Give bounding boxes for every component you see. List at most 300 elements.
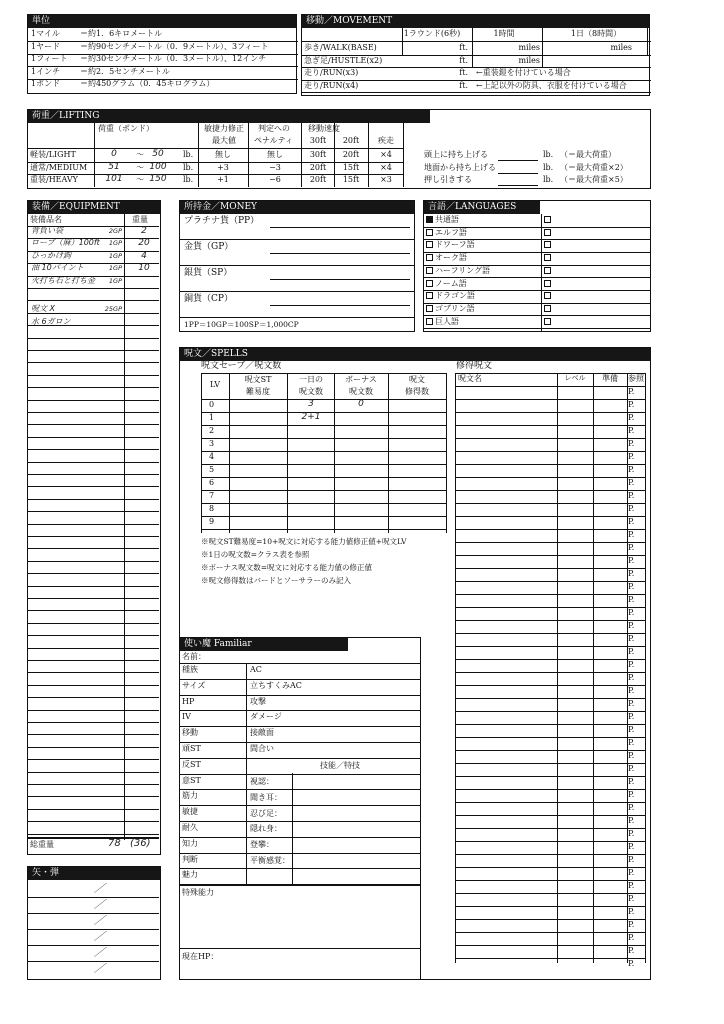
known-row-line <box>455 412 645 413</box>
equipment-row-line <box>28 536 159 537</box>
movement-row-line <box>302 92 651 93</box>
spell-row-line <box>201 464 446 465</box>
lifting-speed30-value: 20ft <box>309 162 327 172</box>
known-page-ref: P. <box>628 517 635 526</box>
equipment-header: 装備／EQUIPMENT <box>28 201 160 214</box>
equipment-item-weight: 20 <box>138 238 150 249</box>
familiar-row-line <box>180 774 420 775</box>
equipment-item-price: 1GP <box>108 264 122 273</box>
known-row-line <box>455 503 645 504</box>
familiar-stat-label: IV <box>182 712 191 722</box>
language-name: ノーム語 <box>435 278 467 288</box>
familiar-combat-label: 攻撃 <box>250 696 266 706</box>
equipment-item-weight: 2 <box>141 226 147 236</box>
language-checkbox[interactable] <box>426 254 433 261</box>
language-name: ゴブリン語 <box>435 303 475 313</box>
equipment-item-weight: 10 <box>138 263 150 274</box>
known-page-ref: P. <box>628 400 635 409</box>
lifting-row-label: 軽装/LIGHT <box>30 150 76 159</box>
language-checkbox[interactable] <box>426 241 433 248</box>
lifting-speed-run: 疾走 <box>378 136 394 145</box>
lifting-speed20-value: 15ft <box>342 162 360 172</box>
lift-action-label: 地面から持ち上げる <box>424 162 496 172</box>
equipment-item-price: 1GP <box>108 276 122 285</box>
money-fill-line <box>270 279 410 280</box>
equipment-row-line <box>28 821 159 822</box>
equipment-row-line <box>28 573 159 574</box>
known-col-prep: 準備 <box>602 374 618 383</box>
spell-col-perday: 一日の <box>299 375 323 384</box>
known-page-ref: P. <box>628 907 635 916</box>
known-page-ref: P. <box>628 738 635 747</box>
language-checkbox[interactable] <box>544 254 551 261</box>
movement-panel <box>301 14 650 96</box>
known-row-line <box>455 841 645 842</box>
equipment-row-line <box>28 486 159 487</box>
movement-col-round: 1ラウンド(6秒) <box>403 29 461 38</box>
lifting-row-label: 通常/MEDIUM <box>30 162 88 172</box>
lifting-col-line <box>368 123 369 187</box>
unit-conversion: ＝約2．5センチメートル <box>80 66 170 76</box>
known-page-ref: P. <box>628 595 635 604</box>
spell-perday-value: 3 <box>308 399 314 409</box>
spell-row-line <box>201 451 446 452</box>
lifting-penalty-value: −6 <box>269 175 281 184</box>
equipment-row-line <box>28 610 159 611</box>
familiar-combat-label: ダメージ <box>250 712 282 722</box>
language-row-line <box>424 328 650 329</box>
equipment-total-value: 78 <box>108 838 121 849</box>
known-page-ref: P. <box>628 452 635 461</box>
spell-col-known: 呪文 <box>409 375 425 384</box>
familiar-row-line <box>180 663 420 664</box>
equipment-item-price: 25GP <box>104 305 122 314</box>
known-row-line <box>455 854 645 855</box>
lifting-col-line <box>334 123 335 187</box>
known-row-line <box>455 698 645 699</box>
language-checkbox[interactable] <box>426 267 433 274</box>
equipment-row-line <box>28 784 159 785</box>
known-row-line <box>455 958 645 959</box>
lifting-min-weight: 51 <box>108 161 120 172</box>
spell-col-perday-2: 呪文数 <box>299 387 323 396</box>
language-checkbox[interactable] <box>426 318 433 325</box>
known-row-line <box>455 724 645 725</box>
spell-note: ※1日の呪文数=クラス表を参照 <box>201 550 310 559</box>
spell-row-line <box>201 490 446 491</box>
known-row-line <box>455 581 645 582</box>
language-checkbox[interactable] <box>544 241 551 248</box>
language-checkbox[interactable] <box>426 280 433 287</box>
known-row-line <box>455 867 645 868</box>
movement-armor-note: ←上記以外の防具、衣服を付けている場合 <box>476 80 627 90</box>
known-row-line <box>455 789 645 790</box>
movement-miles-unit: miles <box>518 43 540 52</box>
known-page-ref: P. <box>628 764 635 773</box>
familiar-name-label: 名前： <box>182 652 206 661</box>
equipment-row-line <box>28 685 159 686</box>
familiar-stat-label: 移動 <box>182 728 198 738</box>
equipment-item-name: 水 6ガロン <box>31 316 71 326</box>
known-page-ref: P. <box>628 647 635 656</box>
equipment-row-line <box>28 834 159 835</box>
equipment-item-price: 1GP <box>108 251 122 260</box>
known-row-line <box>455 893 645 894</box>
equipment-row-line <box>28 598 159 599</box>
lifting-max-weight: 100 <box>149 161 167 172</box>
familiar-skill-label: 聞き耳： <box>250 792 282 802</box>
familiar-combat-label: AC <box>250 665 262 674</box>
known-page-ref: P. <box>628 725 635 734</box>
language-checkbox[interactable] <box>426 305 433 312</box>
familiar-skill-label: 隠れ身： <box>250 824 282 834</box>
movement-row-label: 走り/RUN(x4) <box>304 80 359 90</box>
known-row-line <box>455 711 645 712</box>
known-row-line <box>455 490 645 491</box>
movement-miles-unit: miles <box>610 43 632 52</box>
known-page-ref: P. <box>628 543 635 552</box>
lifting-run-value: ×3 <box>380 175 392 184</box>
known-row-line <box>455 919 645 920</box>
known-row-line <box>455 776 645 777</box>
equipment-row-line <box>28 635 159 636</box>
equipment-item-name: 火打ち石と打ち金 <box>31 275 95 285</box>
known-row-line <box>455 607 645 608</box>
known-col-line <box>455 373 456 963</box>
known-row-line <box>455 568 645 569</box>
familiar-row-line <box>180 868 420 869</box>
lift-action-label: 頭上に持ち上げる <box>424 150 488 159</box>
spell-table-col <box>287 373 288 533</box>
known-row-line <box>455 542 645 543</box>
familiar-stat-label: 反ST <box>182 759 201 769</box>
known-page-ref: P. <box>628 608 635 617</box>
language-name: ハーフリング語 <box>435 265 491 275</box>
equipment-col-name: 装備品名 <box>30 215 62 224</box>
known-row-line <box>455 594 645 595</box>
known-page-ref: P. <box>628 465 635 474</box>
language-row-line <box>424 277 650 278</box>
known-row-line <box>455 451 645 452</box>
ammo-panel <box>27 866 161 980</box>
spell-bonus-value: 0 <box>358 399 364 409</box>
spell-level-label: 0 <box>209 400 215 409</box>
known-row-line <box>455 425 645 426</box>
spell-table-col <box>446 373 447 533</box>
known-row-line <box>455 672 645 673</box>
equipment-panel <box>27 200 161 855</box>
unit-name: 1ヤード <box>31 41 61 51</box>
known-page-ref: P. <box>628 855 635 864</box>
lifting-speed20-value: 15ft <box>342 175 360 184</box>
known-col-ref: 参照 <box>628 374 644 383</box>
lifting-col-penalty-2: ペナルティ <box>254 136 293 145</box>
spell-table-header-line <box>201 399 446 400</box>
language-name: 巨人語 <box>435 316 459 326</box>
equipment-row-line <box>28 375 159 376</box>
equipment-row-line <box>28 437 159 438</box>
spell-row-line <box>201 412 446 413</box>
lifting-dex-value: +3 <box>217 162 229 172</box>
equipment-row-line <box>28 710 159 711</box>
lifting-dex-value: +1 <box>217 175 229 184</box>
lift-lb-unit: lb. <box>543 162 554 172</box>
known-page-ref: P. <box>628 829 635 838</box>
equipment-row-line <box>28 772 159 773</box>
spell-level-label: 7 <box>209 491 215 500</box>
known-page-ref: P. <box>628 491 635 500</box>
lift-action-note: （＝最大荷重） <box>560 150 616 159</box>
units-panel <box>27 14 297 94</box>
spell-table-top <box>201 373 446 374</box>
language-checkbox[interactable] <box>544 318 551 325</box>
familiar-row-line <box>180 758 420 759</box>
known-row-line <box>455 945 645 946</box>
spell-row-line <box>201 516 446 517</box>
familiar-stat-label: 耐久 <box>182 823 198 832</box>
language-checkbox[interactable] <box>544 292 551 299</box>
language-checkbox[interactable] <box>544 229 551 236</box>
spell-col-bonus-2: 呪文数 <box>349 387 373 396</box>
lifting-col-penalty: 判定への <box>258 124 290 133</box>
lift-action-note: （＝最大荷重×5） <box>560 175 628 184</box>
lifting-tilde: 〜 <box>136 175 144 184</box>
money-panel <box>179 200 415 332</box>
movement-col-line <box>542 28 543 68</box>
lift-action-note: （＝最大荷重×2） <box>560 162 628 172</box>
spell-table-col <box>201 373 202 533</box>
lifting-col-line <box>198 123 199 187</box>
familiar-stat-label: 筋力 <box>182 791 198 801</box>
lifting-col-dex: 敏捷力修正 <box>204 124 244 133</box>
equipment-item-name: 油 10パイント <box>31 263 84 273</box>
known-page-ref: P. <box>628 803 635 812</box>
known-page-ref: P. <box>628 777 635 786</box>
money-cp-label: 銅貨（CP） <box>184 294 233 304</box>
equipment-row-line <box>28 400 159 401</box>
known-row-line <box>455 906 645 907</box>
known-page-ref: P. <box>628 712 635 721</box>
known-page-ref: P. <box>628 634 635 643</box>
lifting-lb-unit: lb. <box>183 150 194 159</box>
money-fill-line <box>270 253 410 254</box>
known-page-ref: P. <box>628 530 635 539</box>
spells-header: 呪文／SPELLS <box>180 348 650 361</box>
known-page-ref: P. <box>628 933 635 942</box>
spell-level-label: 5 <box>209 465 215 474</box>
equipment-item-name: ロープ（麻）100ft <box>31 238 100 248</box>
familiar-skills-title: 技能／特技 <box>320 761 360 770</box>
known-row-line <box>455 828 645 829</box>
known-page-ref: P. <box>628 699 635 708</box>
ammo-slash: ／ <box>94 898 105 911</box>
money-pp-label: プラチナ貨（PP） <box>184 216 260 226</box>
spell-table-col <box>388 373 389 533</box>
familiar-header: 使い魔 Familiar <box>180 638 348 651</box>
known-page-ref: P. <box>628 413 635 422</box>
familiar-special-label: 特殊能力 <box>182 888 214 897</box>
lifting-min-weight: 0 <box>111 149 117 159</box>
known-row-line <box>455 516 645 517</box>
unit-conversion: ＝約90センチメートル（0．9メートル）、3フィート <box>80 41 269 51</box>
known-row-line <box>455 399 645 400</box>
spell-note: ※呪文ST難易度=10+呪文に対応する能力値修正値+呪文LV <box>201 537 407 546</box>
known-page-ref: P. <box>628 842 635 851</box>
lifting-penalty-value: −3 <box>269 162 281 172</box>
known-col-level: レベル <box>564 374 586 382</box>
ammo-slash: ／ <box>94 930 105 943</box>
equipment-row-line <box>28 511 159 512</box>
movement-row-line <box>302 41 651 42</box>
known-row-line <box>455 464 645 465</box>
known-page-ref: P. <box>628 621 635 630</box>
spell-table-col <box>229 373 230 533</box>
money-row-line <box>180 291 414 292</box>
known-page-ref: P. <box>628 751 635 760</box>
lifting-penalty-value: 無し <box>267 150 283 159</box>
spell-save-title: 呪文セーブ／呪文数 <box>201 361 282 371</box>
spell-level-label: 3 <box>209 439 215 448</box>
familiar-panel <box>179 637 421 980</box>
movement-row-label: 走り/RUN(x3) <box>304 68 359 77</box>
familiar-stat-label: 意ST <box>182 775 201 785</box>
known-row-line <box>455 932 645 933</box>
lifting-col-dex-max: 最大値 <box>212 136 236 145</box>
lifting-col-weight: 荷重（ポンド） <box>98 124 154 133</box>
known-page-ref: P. <box>628 387 635 396</box>
equipment-row-line <box>28 586 159 587</box>
equipment-item-name: 呪文 X <box>31 304 56 314</box>
lifting-speed-20: 20ft <box>342 136 360 145</box>
movement-ft-unit: ft. <box>459 80 468 90</box>
known-page-ref: P. <box>628 582 635 591</box>
language-checkbox[interactable] <box>544 305 551 312</box>
known-row-line <box>455 633 645 634</box>
ammo-slash: ／ <box>94 946 105 959</box>
language-checkbox[interactable] <box>544 267 551 274</box>
money-header: 所持金／MONEY <box>180 201 414 214</box>
known-row-line <box>455 750 645 751</box>
equipment-row-line <box>28 623 159 624</box>
known-page-ref: P. <box>628 790 635 799</box>
familiar-stat-label: 魅力 <box>182 870 198 880</box>
language-checkbox[interactable] <box>544 216 551 223</box>
equipment-row-line <box>28 561 159 562</box>
lift-fill-line <box>498 173 538 174</box>
language-checkbox[interactable] <box>544 280 551 287</box>
lifting-col-line <box>301 123 302 187</box>
movement-miles-unit: miles <box>518 55 540 65</box>
equipment-row-line <box>28 288 159 289</box>
equipment-row-line <box>28 648 159 649</box>
lifting-run-value: ×4 <box>380 150 392 159</box>
known-page-ref: P. <box>628 426 635 435</box>
lift-lb-unit: lb. <box>543 150 554 159</box>
familiar-current-hp: 現在HP： <box>182 952 219 961</box>
equipment-row-line <box>28 362 159 363</box>
spell-level-label: 9 <box>209 517 215 526</box>
equipment-row-line <box>28 660 159 661</box>
language-name: エルフ語 <box>435 227 467 237</box>
language-name: 共通語 <box>435 215 459 224</box>
spell-col-st-2: 難易度 <box>246 387 270 396</box>
units-header: 単位 <box>28 15 296 28</box>
lifting-dex-value: 無し <box>215 150 231 159</box>
spell-perday-value: 2+1 <box>301 412 321 422</box>
familiar-combat-label: 間合い <box>250 744 274 753</box>
equipment-row-line <box>28 809 159 810</box>
lifting-speed-30: 30ft <box>309 136 327 145</box>
unit-conversion: ＝約450グラム（0．45キログラム） <box>80 79 215 88</box>
equipment-row-line <box>28 350 159 351</box>
known-row-line <box>455 737 645 738</box>
spell-level-label: 6 <box>209 478 215 487</box>
money-gp-label: 金貨（GP） <box>184 242 234 252</box>
lifting-min-weight: 101 <box>105 174 123 184</box>
money-sp-label: 銀貨（SP） <box>184 268 233 278</box>
movement-ft-unit: ft. <box>459 43 468 52</box>
known-page-ref: P. <box>628 894 635 903</box>
known-row-line <box>455 620 645 621</box>
money-row-line <box>180 239 414 240</box>
equipment-row-line <box>28 734 159 735</box>
lifting-max-weight: 50 <box>152 149 164 159</box>
spell-level-label: 4 <box>209 452 215 461</box>
familiar-skill-label: 平衡感覚： <box>250 856 290 865</box>
spell-row-line <box>201 438 446 439</box>
known-row-line <box>455 646 645 647</box>
known-page-ref: P. <box>628 920 635 929</box>
known-page-ref: P. <box>628 504 635 513</box>
language-checkbox[interactable] <box>426 216 433 223</box>
known-row-line <box>455 386 645 387</box>
lifting-panel <box>27 109 651 189</box>
known-page-ref: P. <box>628 478 635 487</box>
known-page-ref: P. <box>628 946 635 955</box>
familiar-stat-label: 敏捷 <box>182 807 198 817</box>
known-page-ref: P. <box>628 959 635 968</box>
equipment-row-line <box>28 796 159 797</box>
equipment-row-line <box>28 449 159 450</box>
unit-name: 1ポンド <box>31 79 61 88</box>
movement-col-line <box>472 28 473 68</box>
language-name: オーク語 <box>435 253 467 263</box>
movement-col-hour: 1時間 <box>493 29 515 38</box>
language-checkbox[interactable] <box>426 229 433 236</box>
language-checkbox[interactable] <box>426 292 433 299</box>
familiar-stat-label: サイズ <box>182 680 206 690</box>
movement-row-label: 急ぎ足/HUSTLE(x2) <box>304 55 383 65</box>
lifting-header: 荷重／LIFTING <box>28 110 430 123</box>
spell-row-line <box>201 503 446 504</box>
lift-lb-unit: lb. <box>543 175 554 184</box>
movement-row-label: 歩き/WALK(BASE) <box>304 43 377 52</box>
familiar-stat-label: 種族 <box>182 665 198 674</box>
equipment-row-line <box>28 338 159 339</box>
familiar-section-line <box>180 948 420 949</box>
equipment-row-line <box>28 300 159 301</box>
lifting-lb-unit: lb. <box>183 175 194 184</box>
known-page-ref: P. <box>628 660 635 669</box>
familiar-row-line <box>180 789 420 790</box>
familiar-combat-label: 接敵面 <box>250 728 274 738</box>
equipment-total-label: 総重量 <box>30 840 54 849</box>
equipment-col-weight: 重量 <box>132 215 148 224</box>
familiar-skill-label: 登攀： <box>250 840 274 850</box>
familiar-row-line <box>180 710 420 711</box>
familiar-stat-label: 判断 <box>182 854 198 864</box>
languages-panel <box>423 200 651 332</box>
